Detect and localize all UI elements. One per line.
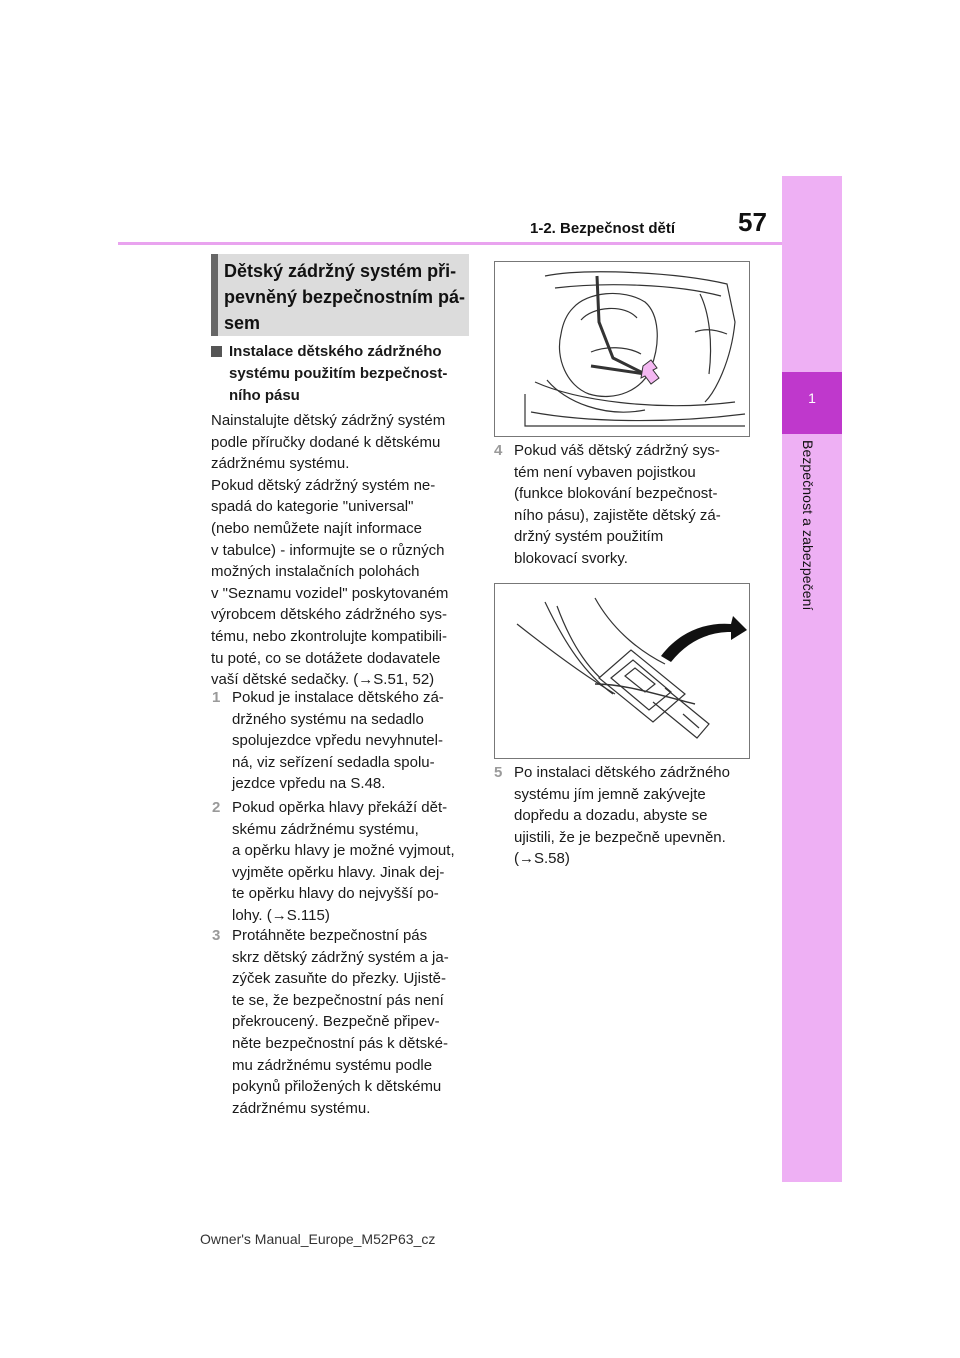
side-tab-chapter-number: 1 (808, 390, 816, 406)
text-line: Po instalaci dětského zádržného (514, 764, 730, 781)
text-line: te se, že bezpečnostní pás není (232, 991, 444, 1009)
page-number: 57 (738, 207, 767, 237)
subheading (229, 341, 469, 407)
step-number: 1 (212, 689, 221, 706)
text-line: něte bezpečnostní pás k dětské- (232, 1034, 448, 1052)
step-number: 3 (212, 927, 221, 944)
text-line: zýček zasuňte do přezky. Ujistě- (232, 970, 446, 988)
text-line: Pokud dětský zádržný systém ne- (211, 476, 436, 494)
step-number: 2 (212, 799, 221, 816)
text-line: výrobcem dětského zádržného sys- (211, 606, 447, 624)
text-line: ná, viz seřízení sedadla spolu- (232, 753, 435, 771)
locking-clip-illustration (494, 583, 750, 759)
text-line: tu poté, co se dotážete dodavatele (211, 649, 441, 667)
text-line: ujistili, že je bezpečně upevněn. (514, 828, 726, 846)
text-line: Nainstalujte dětský zádržný systém (211, 412, 446, 429)
text-line: a opěrku hlavy je možné vyjmout, (232, 842, 455, 860)
subheading-line: Instalace dětského zádržného (229, 343, 442, 360)
text-line: Pokud váš dětský zádržný sys- (514, 442, 720, 459)
text-line: v "Seznamu vozidel" poskytovaném (211, 584, 449, 602)
step-text (232, 687, 472, 795)
text-line: vaší dětské sedačky. (→S.51, 52) (211, 671, 435, 689)
text-line: (→S.58) (514, 850, 570, 868)
step-text (232, 797, 472, 927)
step-text (514, 762, 758, 870)
side-tab-strip (782, 176, 842, 1182)
text-line: zádržnému systému. (232, 1099, 371, 1117)
square-bullet-icon (211, 346, 222, 357)
text-line: podle příručky dodané k dětskému (211, 433, 441, 451)
text-line: dopředu a dozadu, abyste se (514, 807, 708, 825)
text-line: mu zádržnému systému podle (232, 1056, 433, 1074)
section-title: 1-2. Bezpečnost dětí (530, 220, 676, 237)
section-heading-line: Dětský zádržný systém při- (224, 261, 457, 281)
text-line: překroucený. Bezpečně připev- (232, 1013, 440, 1031)
step-number: 4 (494, 442, 503, 459)
text-line: tém není vybaven pojistkou (514, 463, 696, 481)
section-heading-line: sem (224, 313, 261, 333)
text-line: v tabulce) - informujte se o různých (211, 541, 445, 559)
text-line: Protáhněte bezpečnostní pás (232, 927, 428, 944)
text-line: tému, nebo zkontrolujte kompatibili- (211, 627, 447, 645)
section-heading-line: pevněný bezpečnostním pá- (224, 287, 466, 307)
child-seat-icon (495, 262, 749, 436)
locking-clip-icon (495, 584, 749, 758)
text-line: (nebo nemůžete najít informace (211, 519, 422, 537)
text-line: skému zádržnému systému, (232, 820, 419, 838)
step-number: 5 (494, 764, 503, 781)
subheading-line: systému použitím bezpečnost- (229, 365, 448, 382)
step-text (514, 440, 758, 570)
side-tab-chapter-label: Bezpečnost a zabezpečení (800, 440, 816, 611)
text-line: vyjměte opěrku hlavy. Jinak dej- (232, 863, 445, 881)
step-text (232, 925, 472, 1119)
subheading-line: ního pásu (229, 387, 300, 404)
intro-paragraph (211, 410, 473, 691)
text-line: ního pásu), zajistěte dětský zá- (514, 506, 721, 524)
header-rule (118, 242, 782, 245)
text-line: pokynů přiložených k dětskému (232, 1078, 442, 1096)
text-line: skrz dětský zádržný systém a ja- (232, 948, 449, 966)
text-line: spadá do kategorie "universal" (211, 498, 414, 516)
text-line: držného systému na sedadlo (232, 710, 424, 728)
section-heading (224, 258, 468, 336)
text-line: zádržnému systému. (211, 455, 350, 473)
text-line: držný systém použitím (514, 528, 664, 546)
text-line: (funkce blokování bezpečnost- (514, 485, 718, 503)
text-line: blokovací svorky. (514, 549, 628, 567)
text-line: te opěrku hlavy do nejvyšší po- (232, 885, 439, 903)
text-line: Pokud je instalace dětského zá- (232, 689, 444, 706)
footer-document-id: Owner's Manual_Europe_M52P63_cz (200, 1231, 436, 1247)
text-line: možných instalačních polohách (211, 563, 420, 581)
text-line: jezdce vpředu na S.48. (232, 775, 386, 793)
text-line: Pokud opěrka hlavy překáží dět- (232, 799, 448, 816)
text-line: lohy. (→S.115) (232, 906, 330, 924)
child-seat-illustration (494, 261, 750, 437)
heading-bar (211, 254, 218, 336)
text-line: systému jím jemně zakývejte (514, 785, 706, 803)
text-line: spolujezdce vpředu nevyhnutel- (232, 732, 443, 750)
